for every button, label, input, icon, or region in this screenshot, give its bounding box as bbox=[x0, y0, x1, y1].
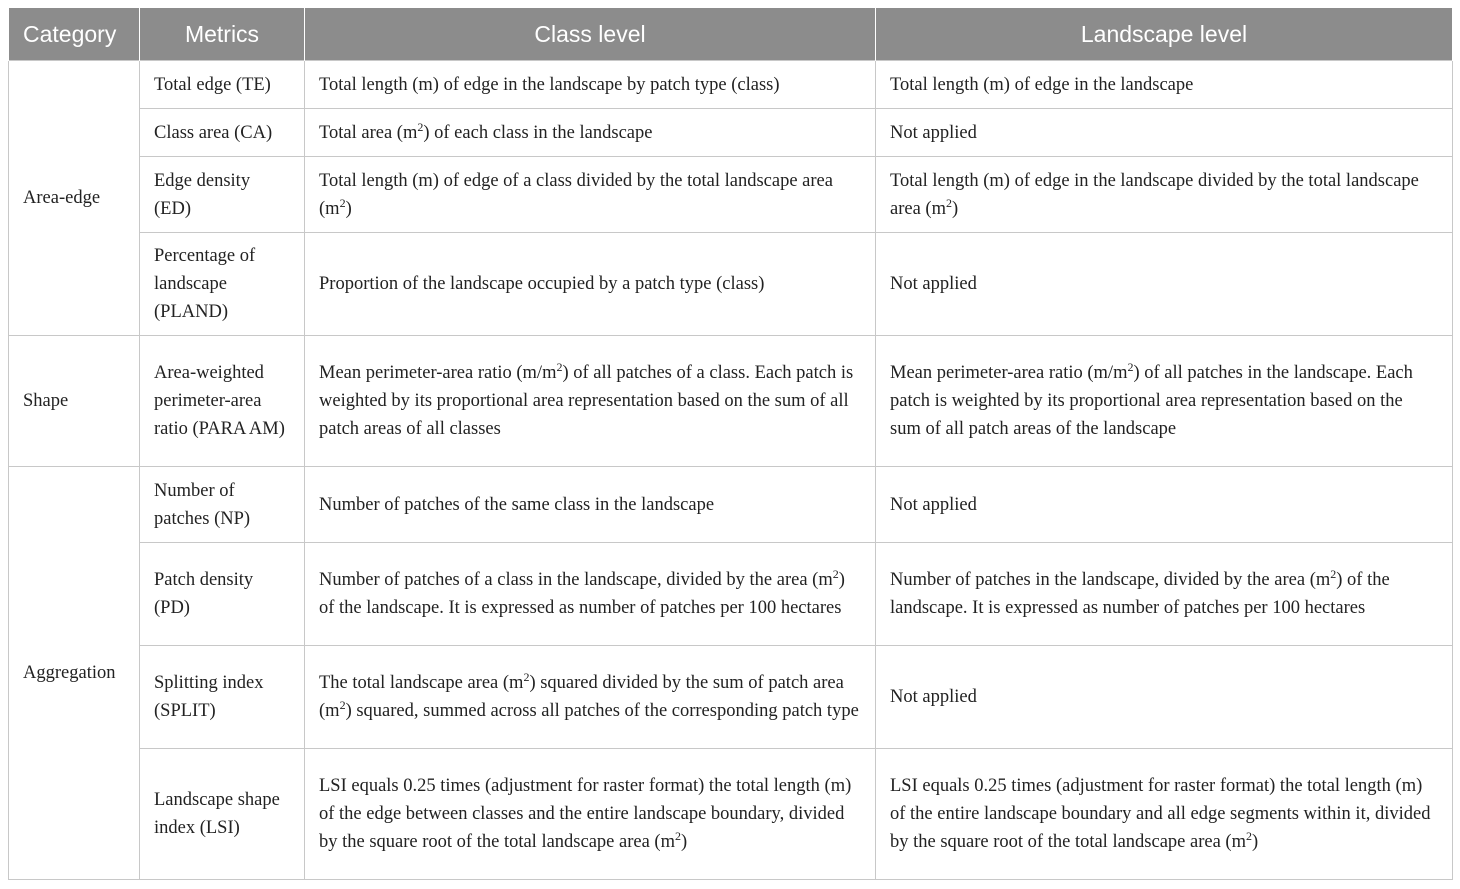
superscript-2: 2 bbox=[1127, 360, 1134, 374]
metric-cell: Patch density (PD) bbox=[140, 543, 305, 646]
class-level-cell: Total area $(m^2)$ of each class in the landscape bbox=[305, 109, 876, 157]
superscript-2: 2 bbox=[832, 567, 839, 581]
class-level-cell: Total length (m) of edge in the landscape by patch type (class) bbox=[305, 61, 876, 109]
table-row bbox=[9, 336, 1453, 467]
class-level-cell: Number of patches of a class in the landscape, divided by the area $(m^2)$ of the landscape. It is expressed as number of patches per 100 hectares bbox=[305, 543, 876, 646]
table-row bbox=[9, 467, 1453, 543]
landscape-level-cell: Total length (m) of edge in the landscape divided by the total landscape area $(m^2)$ bbox=[876, 157, 1453, 233]
class-level-cell: The total landscape area $(m^2)$ squared divided by the sum of patch area $(m^2)$ squared, summed across all patches of the corresponding patch type bbox=[305, 646, 876, 749]
landscape-level-cell: Not applied bbox=[876, 109, 1453, 157]
metric-cell: Percentage of landscape (PLAND) bbox=[140, 233, 305, 336]
metric-cell: Total edge (TE) bbox=[140, 61, 305, 109]
table-row bbox=[9, 61, 1453, 109]
metric-cell: Number of patches (NP) bbox=[140, 467, 305, 543]
metric-cell: Class area (CA) bbox=[140, 109, 305, 157]
metric-cell: Landscape shape index (LSI) bbox=[140, 749, 305, 880]
metric-cell: Splitting index (SPLIT) bbox=[140, 646, 305, 749]
metrics-table bbox=[8, 8, 1453, 880]
class-level-cell: LSI equals 0.25 times (adjustment for raster format) the total length (m) of the edge between classes and the entire landscape boundary, divided by the square root of the total landscape area $(m^2)$ bbox=[305, 749, 876, 880]
landscape-level-cell: LSI equals 0.25 times (adjustment for raster format) the total length (m) of the entire landscape boundary and all edge segments within it, divided by the square root of the total landscape area $(m^2)$ bbox=[876, 749, 1453, 880]
table-row bbox=[9, 749, 1453, 880]
superscript-2: 2 bbox=[556, 360, 563, 374]
superscript-2: 2 bbox=[1330, 567, 1337, 581]
table-row bbox=[9, 109, 1453, 157]
superscript-2: 2 bbox=[1245, 829, 1252, 843]
metrics-table-container bbox=[8, 8, 1452, 880]
class-level-cell: Number of patches of the same class in the landscape bbox=[305, 467, 876, 543]
header-metrics: Metrics bbox=[140, 8, 305, 61]
table-row bbox=[9, 233, 1453, 336]
superscript-2: 2 bbox=[523, 670, 530, 684]
category-cell: Area-edge bbox=[9, 61, 140, 336]
header-category: Category bbox=[9, 8, 140, 61]
landscape-level-cell: Not applied bbox=[876, 233, 1453, 336]
table-row bbox=[9, 646, 1453, 749]
category-cell: Aggregation bbox=[9, 467, 140, 880]
header-row bbox=[9, 8, 1453, 61]
superscript-2: 2 bbox=[339, 195, 346, 210]
header-class-level: Class level bbox=[305, 8, 876, 61]
superscript-2: 2 bbox=[674, 829, 681, 843]
landscape-level-cell: Not applied bbox=[876, 467, 1453, 543]
metric-cell: Edge density (ED) bbox=[140, 157, 305, 233]
class-level-cell: Proportion of the landscape occupied by a patch type (class) bbox=[305, 233, 876, 336]
superscript-2: 2 bbox=[417, 119, 424, 134]
class-level-cell: Total length (m) of edge of a class divided by the total landscape area $(m^2)$ bbox=[305, 157, 876, 233]
landscape-level-cell: Not applied bbox=[876, 646, 1453, 749]
category-cell: Shape bbox=[9, 336, 140, 467]
landscape-level-cell: Total length (m) of edge in the landscape bbox=[876, 61, 1453, 109]
landscape-level-cell: Mean perimeter-area ratio $(m/m^2)$ of all patches in the landscape. Each patch is weighted by its proportional area representation based on the sum of all patch areas of the landscape bbox=[876, 336, 1453, 467]
table-row bbox=[9, 157, 1453, 233]
superscript-2: 2 bbox=[339, 698, 346, 712]
superscript-2: 2 bbox=[945, 195, 952, 210]
header-landscape-level: Landscape level bbox=[876, 8, 1453, 61]
table-row bbox=[9, 543, 1453, 646]
class-level-cell: Mean perimeter-area ratio $(m/m^2)$ of all patches of a class. Each patch is weighted by its proportional area representation based on the sum of all patch areas of all classes bbox=[305, 336, 876, 467]
landscape-level-cell: Number of patches in the landscape, divided by the area $(m^2)$ of the landscape. It is expressed as number of patches per 100 hectares bbox=[876, 543, 1453, 646]
metric-cell: Area-weighted perimeter-area ratio (PARA AM) bbox=[140, 336, 305, 467]
